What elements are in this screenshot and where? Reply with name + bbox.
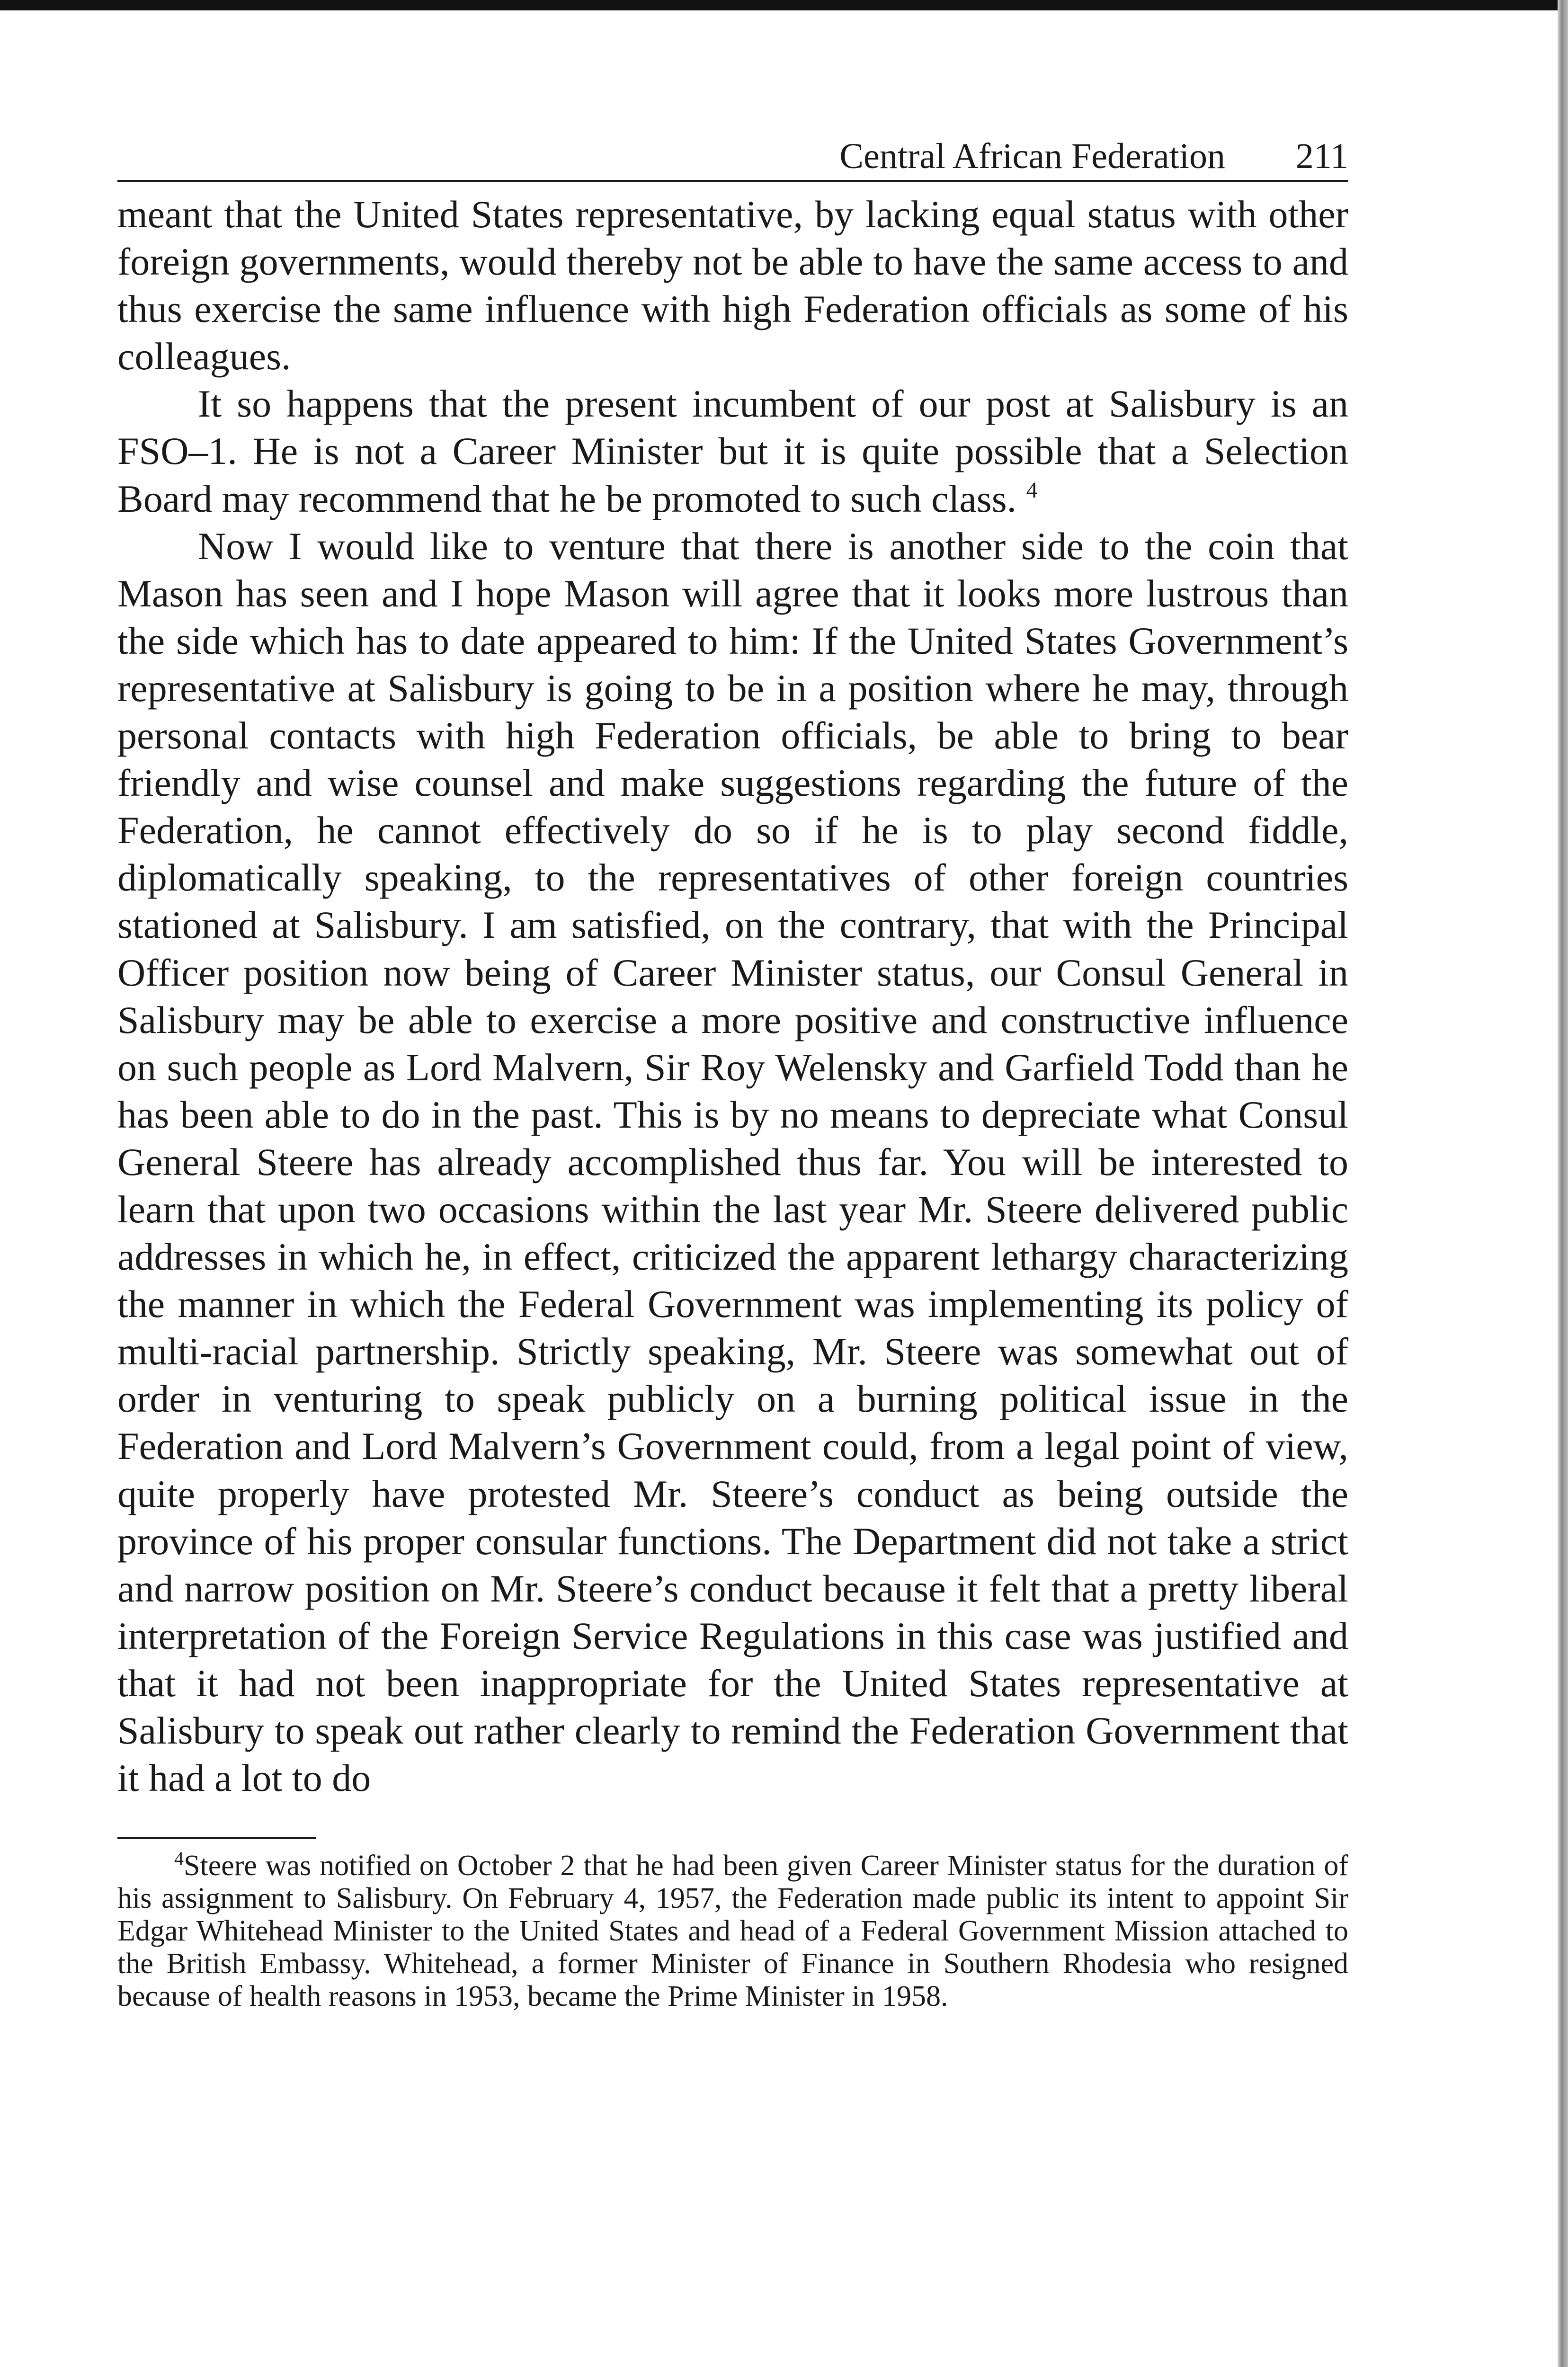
footnote-marker: 4 — [174, 1848, 184, 1869]
footnote-divider — [117, 1837, 316, 1839]
document-page — [117, 133, 1348, 2013]
footnote-text: Steere was notified on October 2 that he had been given Career Minister status for the duration of his assignment to Salisbury. On February 4, 1957, the Federation made public its intent to appoint Sir Edgar Whitehead Minister to the United States and head of a Federal Government Mission attached to the British Embassy. Whitehead, a former Minister of Finance in Southern Rhodesia who resigned because of health reasons in 1953, became the Prime Minister in 1958. — [117, 1850, 1348, 2013]
running-head-title: Central African Federation — [839, 136, 1225, 176]
body-text — [117, 191, 1348, 1802]
running-head — [117, 133, 1348, 182]
top-edge-rule — [0, 0, 1568, 10]
page-number: 211 — [1295, 136, 1348, 176]
paragraph-2-text: It so happens that the present incumbent of our post at Salisbury is an FSO–1. He is not a Career Minister but it is quite possible that a Selection Board may recommend that he be promoted to such class. — [117, 382, 1348, 520]
footnote — [117, 1850, 1348, 2013]
paragraph-3: Now I would like to venture that there is another side to the coin that Mason has seen and I hope Mason will agree that it looks more lustrous than the side which has to date appeared to him: If the United States Government’s representative at Salisbury is going to be in a position where he may, through personal contacts with high Federation officials, be able to bring to bear friendly and wise counsel and make suggestions regarding the future of the Federation, he cannot effectively do so if he is to play second fiddle, diplomatically speaking, to the representatives of other foreign countries stationed at Salisbury. I am satisfied, on the contrary, that with the Principal Officer position now being of Career Minister status, our Consul General in Salisbury may be able to exercise a more positive and constructive influence on such people as Lord Malvern, Sir Roy Welensky and Garfield Todd than he has been able to do in the past. This is by no means to depreciate what Consul General Steere has already accomplished thus far. You will be interested to learn that upon two occasions within the last year Mr. Steere delivered public addresses in which he, in effect, criticized the apparent lethargy characterizing the manner in which the Federal Government was implementing its policy of multi-racial partnership. Strictly speaking, Mr. Steere was somewhat out of order in venturing to speak publicly on a burning political issue in the Federation and Lord Malvern’s Government could, from a legal point of view, quite properly have protested Mr. Steere’s conduct as being outside the province of his proper consular functions. The Department did not take a strict and narrow position on Mr. Steere’s conduct because it felt that a pretty liberal interpretation of the Foreign Service Regulations in this case was justified and that it had not been inappropriate for the United States representative at Salisbury to speak out rather clearly to remind the Federation Government that it had a lot to do — [117, 524, 1348, 1800]
footnote-reference[interactable]: 4 — [1026, 477, 1038, 503]
page-edge-shadow — [1558, 0, 1568, 2367]
paragraph-1: meant that the United States representative, by lacking equal status with other foreign governments, would thereby not be able to have the same access to and thus exercise the same influence with high Federation officials as some of his colleagues. — [117, 193, 1348, 378]
paragraph-2 — [117, 380, 1348, 522]
